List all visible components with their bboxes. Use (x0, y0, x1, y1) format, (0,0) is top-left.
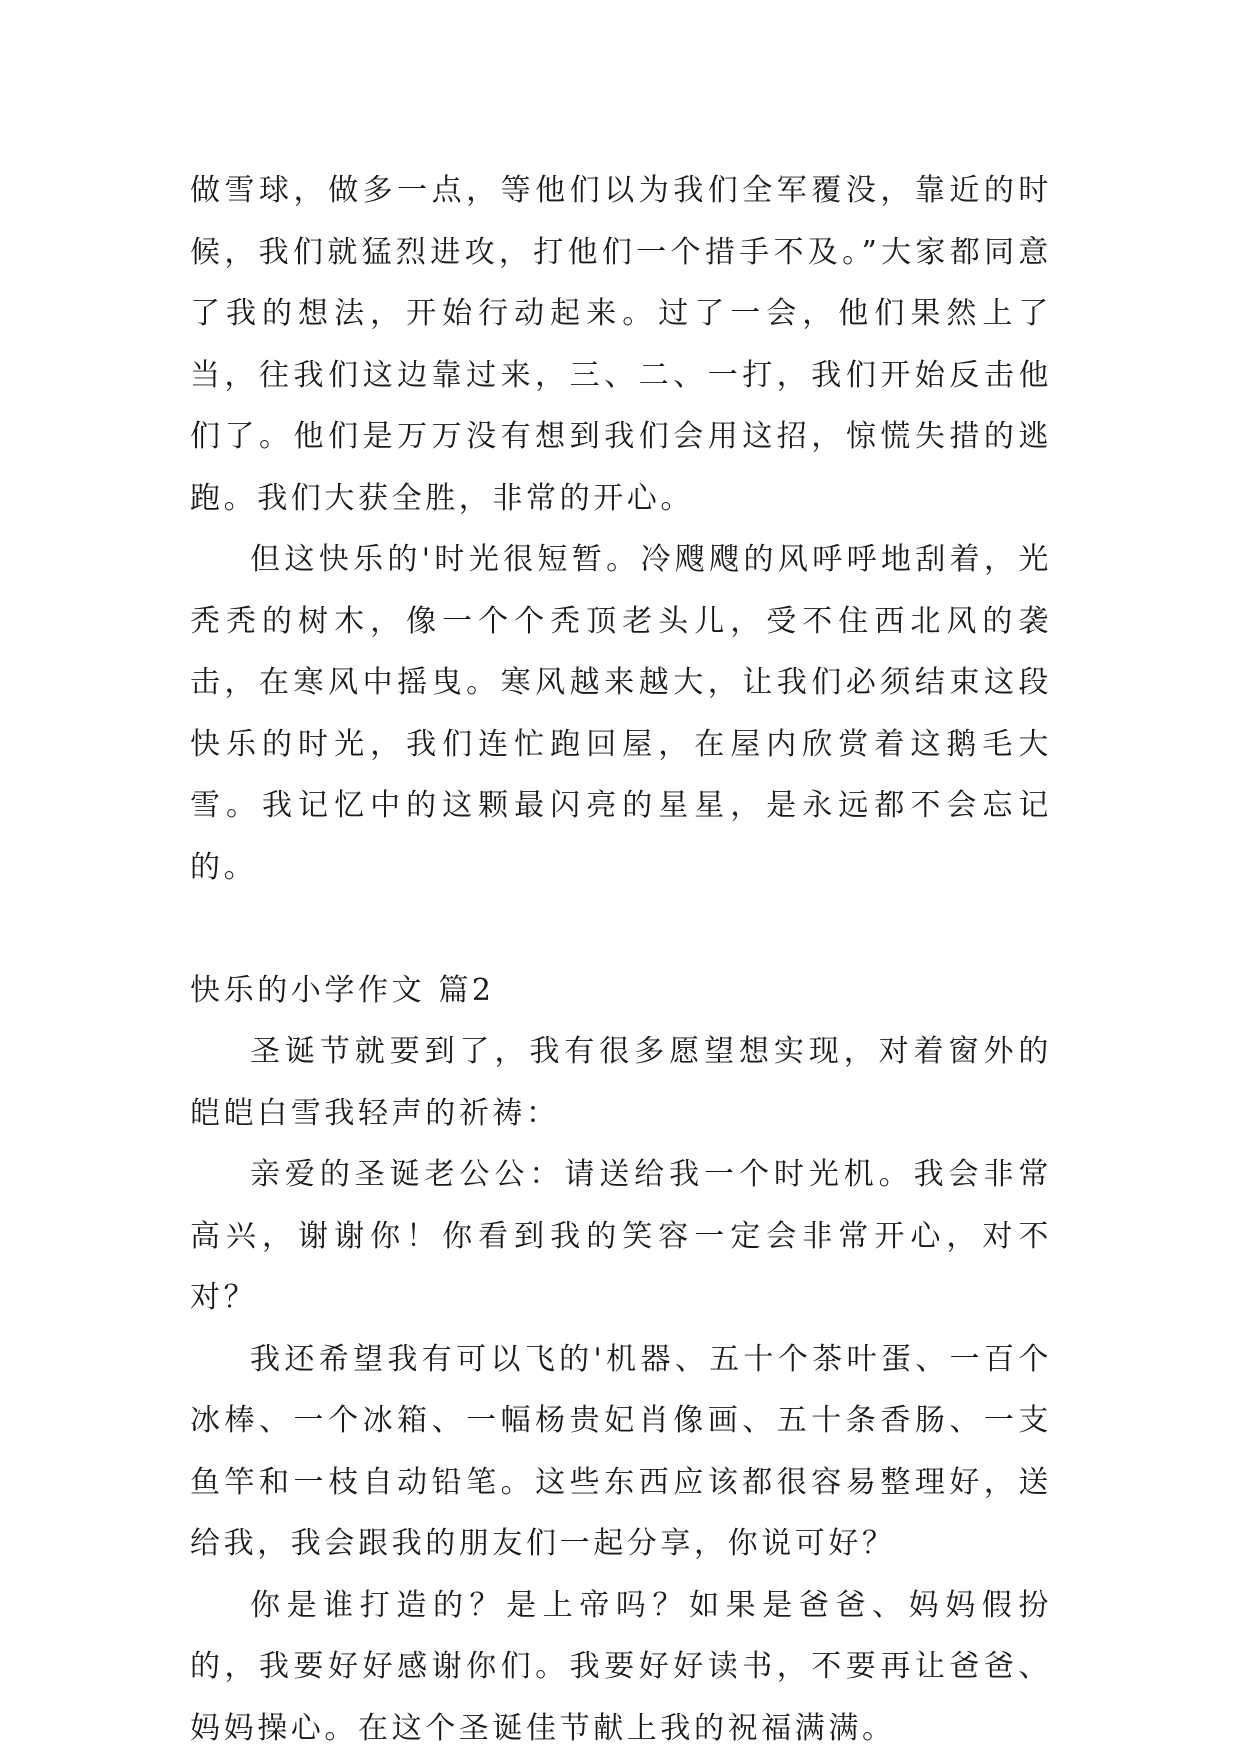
paragraph-dear-santa: 亲爱的圣诞老公公：请送给我一个时光机。我会非常高兴，谢谢你！你看到我的笑容一定会非常开心，对不对？ (190, 1144, 1052, 1329)
paragraph-continued: 做雪球，做多一点，等他们以为我们全军覆没，靠近的时候，我们就猛烈进攻，打他们一个措手不及。”大家都同意了我的想法，开始行动起来。过了一会，他们果然上了当，往我们这边靠过来，三、二、一打，我们开始反击他们了。他们是万万没有想到我们会用这招，惊慌失措的逃跑。我们大获全胜，非常的开心。 (190, 160, 1052, 529)
paragraph-wish-list: 我还希望我有可以飞的'机器、五十个茶叶蛋、一百个冰棒、一个冰箱、一幅杨贵妃肖像画、五十条香肠、一支鱼竿和一枝自动铅笔。这些东西应该都很容易整理好，送给我，我会跟我的朋友们一起分享，你说可好？ (190, 1329, 1052, 1575)
paragraph-short-time: 但这快乐的'时光很短暂。冷飕飕的风呼呼地刮着，光秃秃的树木，像一个个秃顶老头儿，受不住西北风的袭击，在寒风中摇曳。寒风越来越大，让我们必须结束这段快乐的时光，我们连忙跑回屋，在屋内欣赏着这鹅毛大雪。我记忆中的这颗最闪亮的星星，是永远都不会忘记的。 (190, 529, 1052, 898)
section-spacer (190, 898, 1052, 960)
section-title: 快乐的小学作文 篇2 (190, 960, 1052, 1022)
paragraph-who-made-you: 你是谁打造的？是上帝吗？如果是爸爸、妈妈假扮的，我要好好感谢你们。我要好好读书，不要再让爸爸、妈妈操心。在这个圣诞佳节献上我的祝福满满。 (190, 1575, 1052, 1759)
document-page (190, 160, 1052, 1759)
paragraph-christmas-wish: 圣诞节就要到了，我有很多愿望想实现，对着窗外的皑皑白雪我轻声的祈祷： (190, 1021, 1052, 1144)
